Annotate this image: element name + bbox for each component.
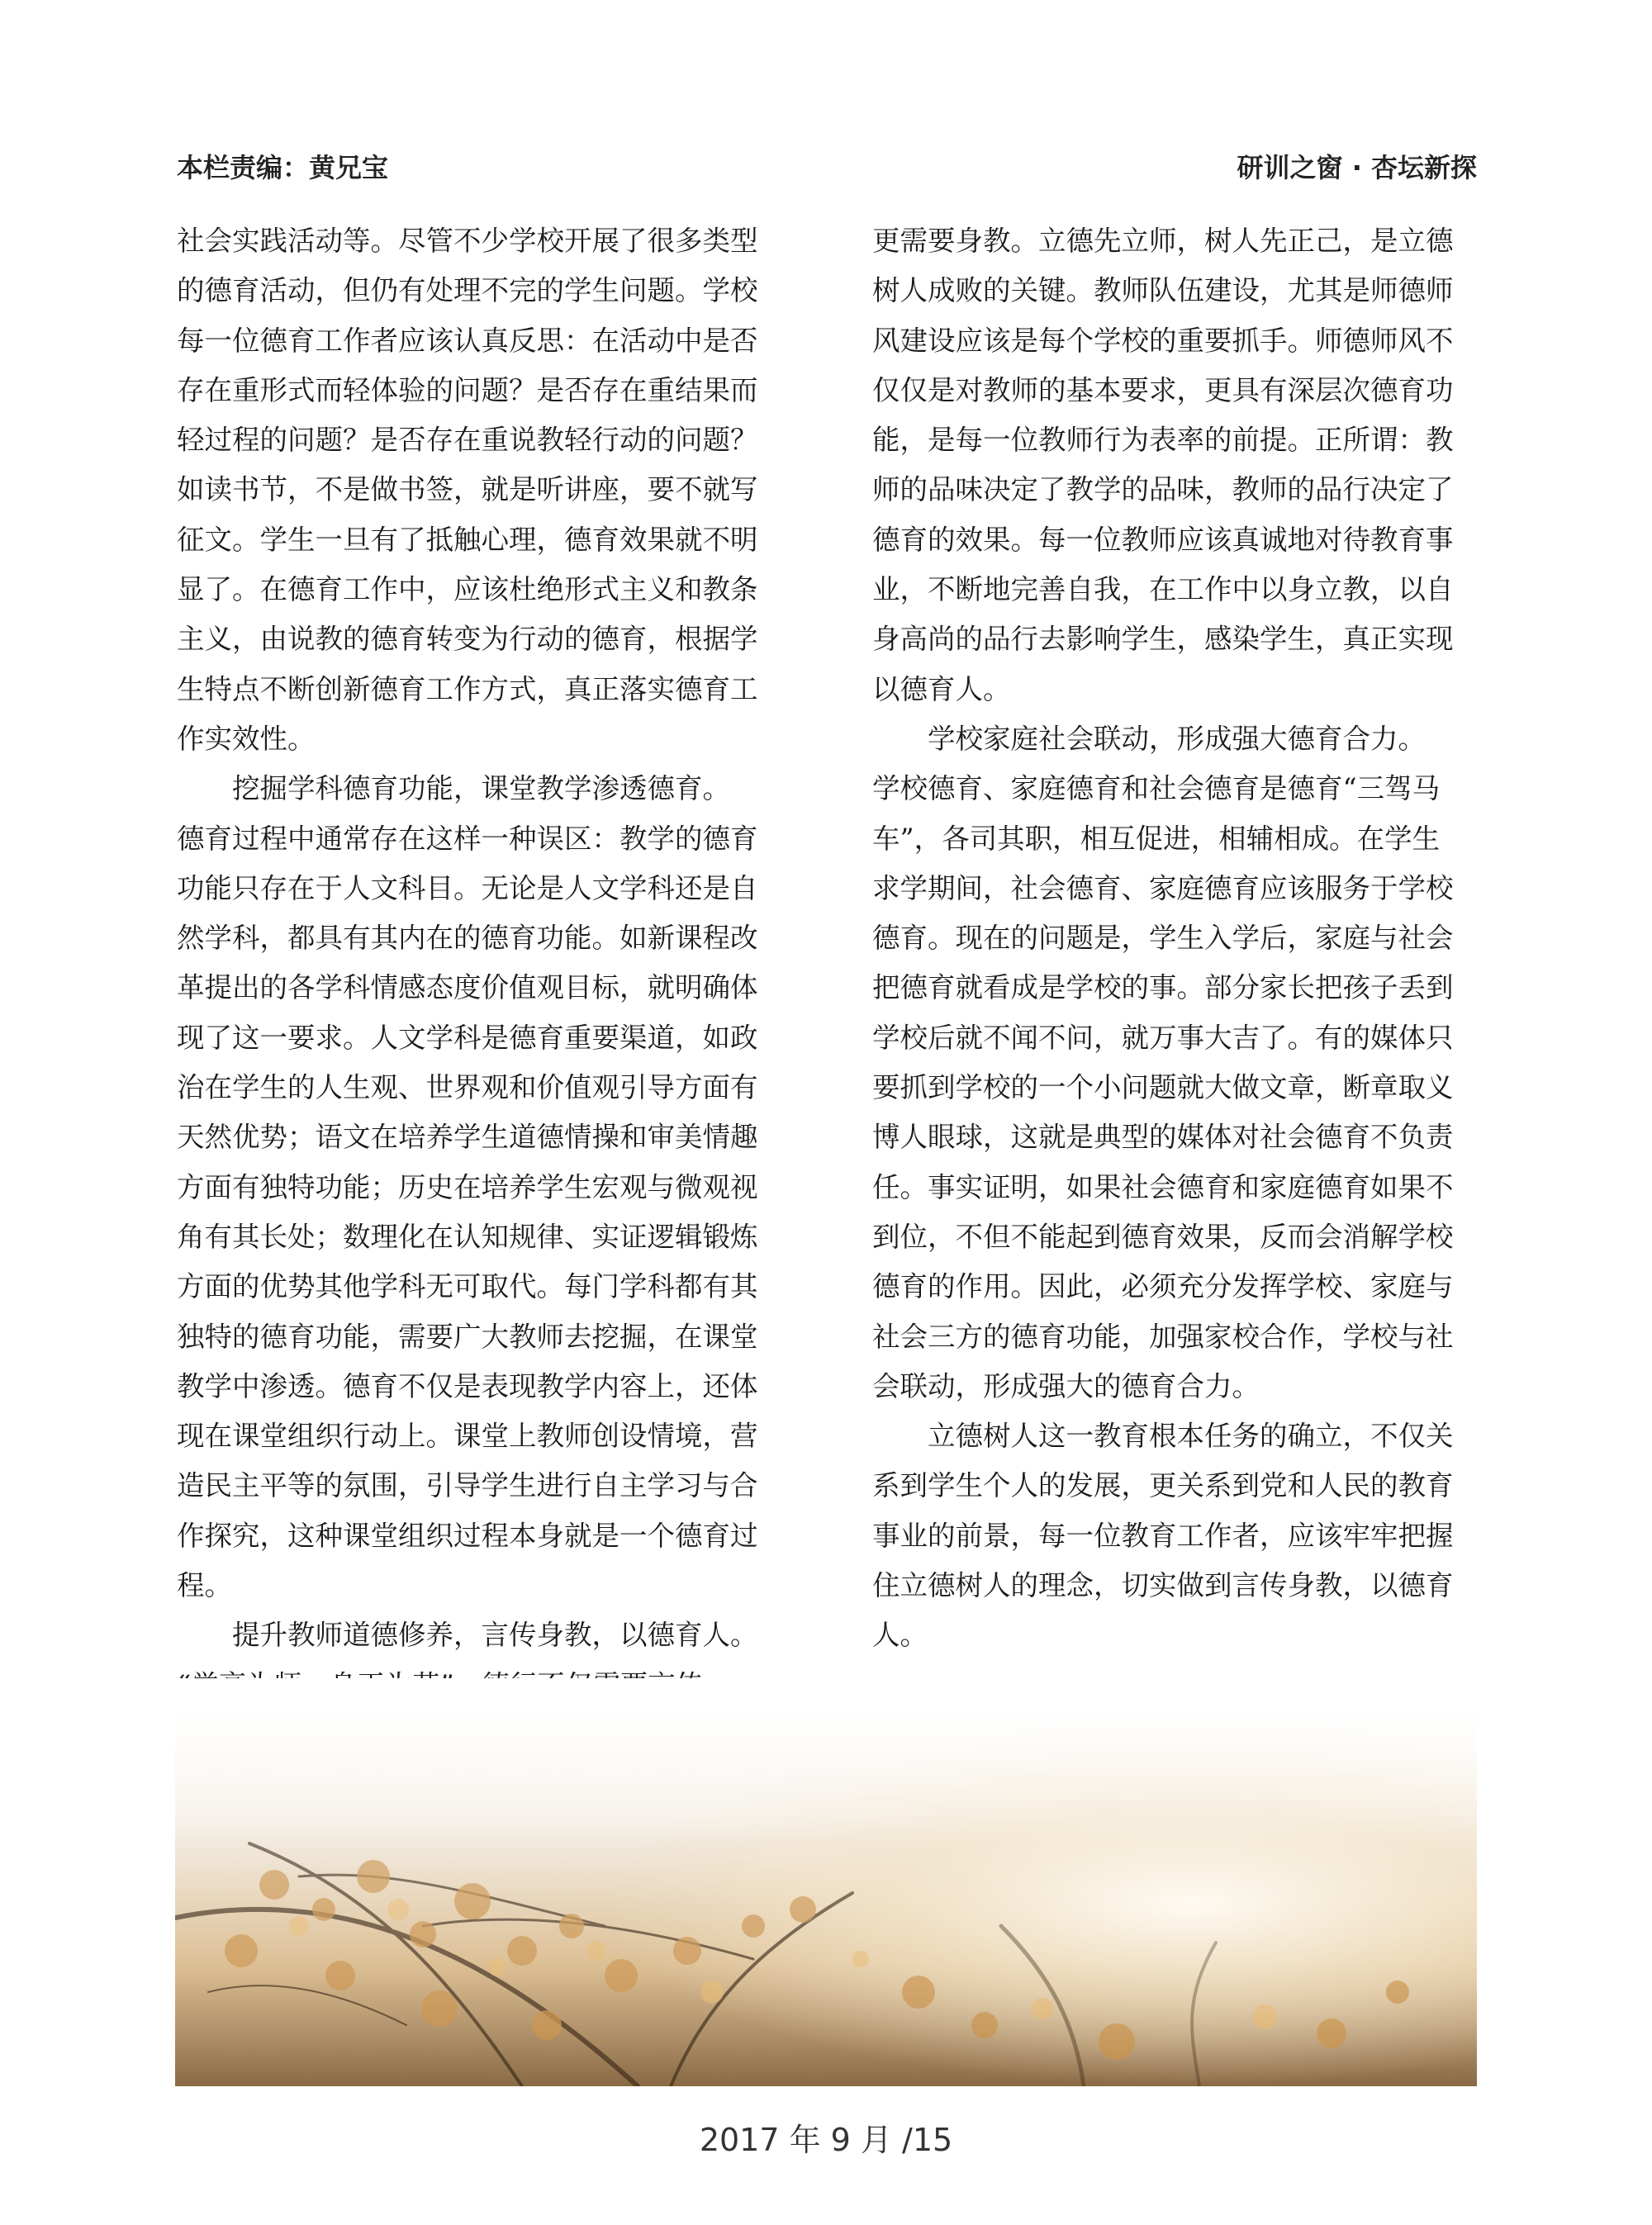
column-editor-header: 本栏责编：黄兄宝 [177,152,389,183]
section-title-header: 研训之窗 · 杏坛新探 [1237,152,1477,183]
text-line: 存在重形式而轻体验的问题？是否存在重结果而 [177,373,758,406]
text-line: 能，是每一位教师行为表率的前提。正所谓：教 [872,424,1454,457]
text-line: 立德树人这一教育根本任务的确立，不仅关 [872,1420,1454,1453]
text-line: 到位，不但不能起到德育效果，反而会消解学校 [872,1220,1454,1253]
text-line: 程。 [177,1569,232,1602]
text-line: 然学科，都具有其内在的德育功能。如新课程改 [177,922,758,955]
text-line: 身高尚的品行去影响学生，感染学生，真正实现 [872,623,1454,656]
paragraph [872,216,1477,714]
text-line: 教学中渗透。德育不仅是表现教学内容上，还体 [177,1369,758,1402]
text-line: 任。事实证明，如果社会德育和家庭德育如果不 [872,1170,1454,1203]
text-line: 车”，各司其职，相互促进，相辅相成。在学生 [872,822,1441,855]
right-column [872,216,1477,1661]
text-line: 德育的作用。因此，必须充分发挥学校、家庭与 [872,1270,1454,1303]
text-line: 人。 [872,1619,928,1652]
left-column [177,216,834,1710]
text-line: 树人成败的关键。教师队伍建设，尤其是师德师 [872,274,1454,307]
text-line: 天然优势；语文在培养学生道德情操和审美情趣 [177,1121,758,1154]
text-line: 作探究，这种课堂组织过程本身就是一个德育过 [177,1519,758,1552]
text-line: 博人眼球，这就是典型的媒体对社会德育不负责 [872,1121,1454,1154]
text-line: 生特点不断创新德育工作方式，真正落实德育工 [177,672,758,705]
text-line: 学校德育、家庭德育和社会德育是德育“三驾马 [872,772,1441,805]
text-line: 轻过程的问题？是否存在重说教轻行动的问题？ [177,424,758,457]
text-line: 学校后就不闻不问，就万事大吉了。有的媒体只 [872,1021,1454,1054]
text-line: 方面有独特功能；历史在培养学生宏观与微观视 [177,1170,758,1203]
autumn-branches-photo [175,1678,1477,2086]
page-number-footer: 2017 年 9 月 /15 [699,2122,953,2158]
text-line: 方面的优势其他学科无可取代。每门学科都有其 [177,1270,758,1303]
paragraph [872,714,1477,1411]
text-line: 求学期间，社会德育、家庭德育应该服务于学校 [872,871,1454,904]
text-line: 造民主平等的氛围，引导学生进行自主学习与合 [177,1469,758,1502]
text-line: 更需要身教。立德先立师，树人先正己，是立德 [872,225,1454,257]
text-line: 会联动，形成强大的德育合力。 [872,1369,1260,1402]
text-line: 事业的前景，每一位教育工作者，应该牢牢把握 [872,1519,1454,1552]
text-line: 显了。在德育工作中，应该杜绝形式主义和教条 [177,573,758,606]
text-line: 功能只存在于人文科目。无论是人文学科还是自 [177,871,758,904]
text-line: 社会实践活动等。尽管不少学校开展了很多类型 [177,225,758,257]
text-line: 角有其长处；数理化在认知规律、实证逻辑锻炼 [177,1220,758,1253]
paragraph [872,1411,1477,1660]
text-line: 要抓到学校的一个小问题就大做文章，断章取义 [872,1071,1454,1104]
text-line: 现在课堂组织行动上。课堂上教师创设情境，营 [177,1420,758,1453]
text-line: 以德育人。 [872,672,1011,705]
text-line: 独特的德育功能，需要广大教师去挖掘，在课堂 [177,1320,758,1353]
text-line: 挖掘学科德育功能，课堂教学渗透德育。 [177,772,730,805]
text-line: 系到学生个人的发展，更关系到党和人民的教育 [872,1469,1454,1502]
text-line: 治在学生的人生观、世界观和价值观引导方面有 [177,1071,758,1104]
text-line: 师的品味决定了教学的品味，教师的品行决定了 [872,473,1454,506]
text-line: 每一位德育工作者应该认真反思：在活动中是否 [177,324,758,357]
text-line: 提升教师道德修养，言传身教，以德育人。 [177,1619,758,1652]
text-line: 德育过程中通常存在这样一种误区：教学的德育 [177,822,758,855]
text-line: 学校家庭社会联动，形成强大德育合力。 [872,722,1426,755]
paragraph [177,764,834,1611]
text-line: 征文。学生一旦有了抵触心理，德育效果就不明 [177,523,758,556]
text-line: 把德育就看成是学校的事。部分家长把孩子丢到 [872,971,1454,1004]
text-line: 现了这一要求。人文学科是德育重要渠道，如政 [177,1021,758,1054]
text-line: 仅仅是对教师的基本要求，更具有深层次德育功 [872,373,1454,406]
text-line: 的德育活动，但仍有处理不完的学生问题。学校 [177,274,758,307]
text-line: 德育的效果。每一位教师应该真诚地对待教育事 [872,523,1454,556]
text-line: 业，不断地完善自我，在工作中以身立教，以自 [872,573,1454,606]
text-line: 德育。现在的问题是，学生入学后，家庭与社会 [872,922,1454,955]
text-line: 风建设应该是每个学校的重要抓手。师德师风不 [872,324,1454,357]
text-line: 主义，由说教的德育转变为行动的德育，根据学 [177,623,758,656]
text-line: 革提出的各学科情感态度价值观目标，就明确体 [177,971,758,1004]
text-line: 住立德树人的理念，切实做到言传身教，以德育 [872,1569,1454,1602]
text-line: 社会三方的德育功能，加强家校合作，学校与社 [872,1320,1454,1353]
paragraph [177,216,834,764]
text-line: 如读书节，不是做书签，就是听讲座，要不就写 [177,473,758,506]
text-line: 作实效性。 [177,722,316,755]
